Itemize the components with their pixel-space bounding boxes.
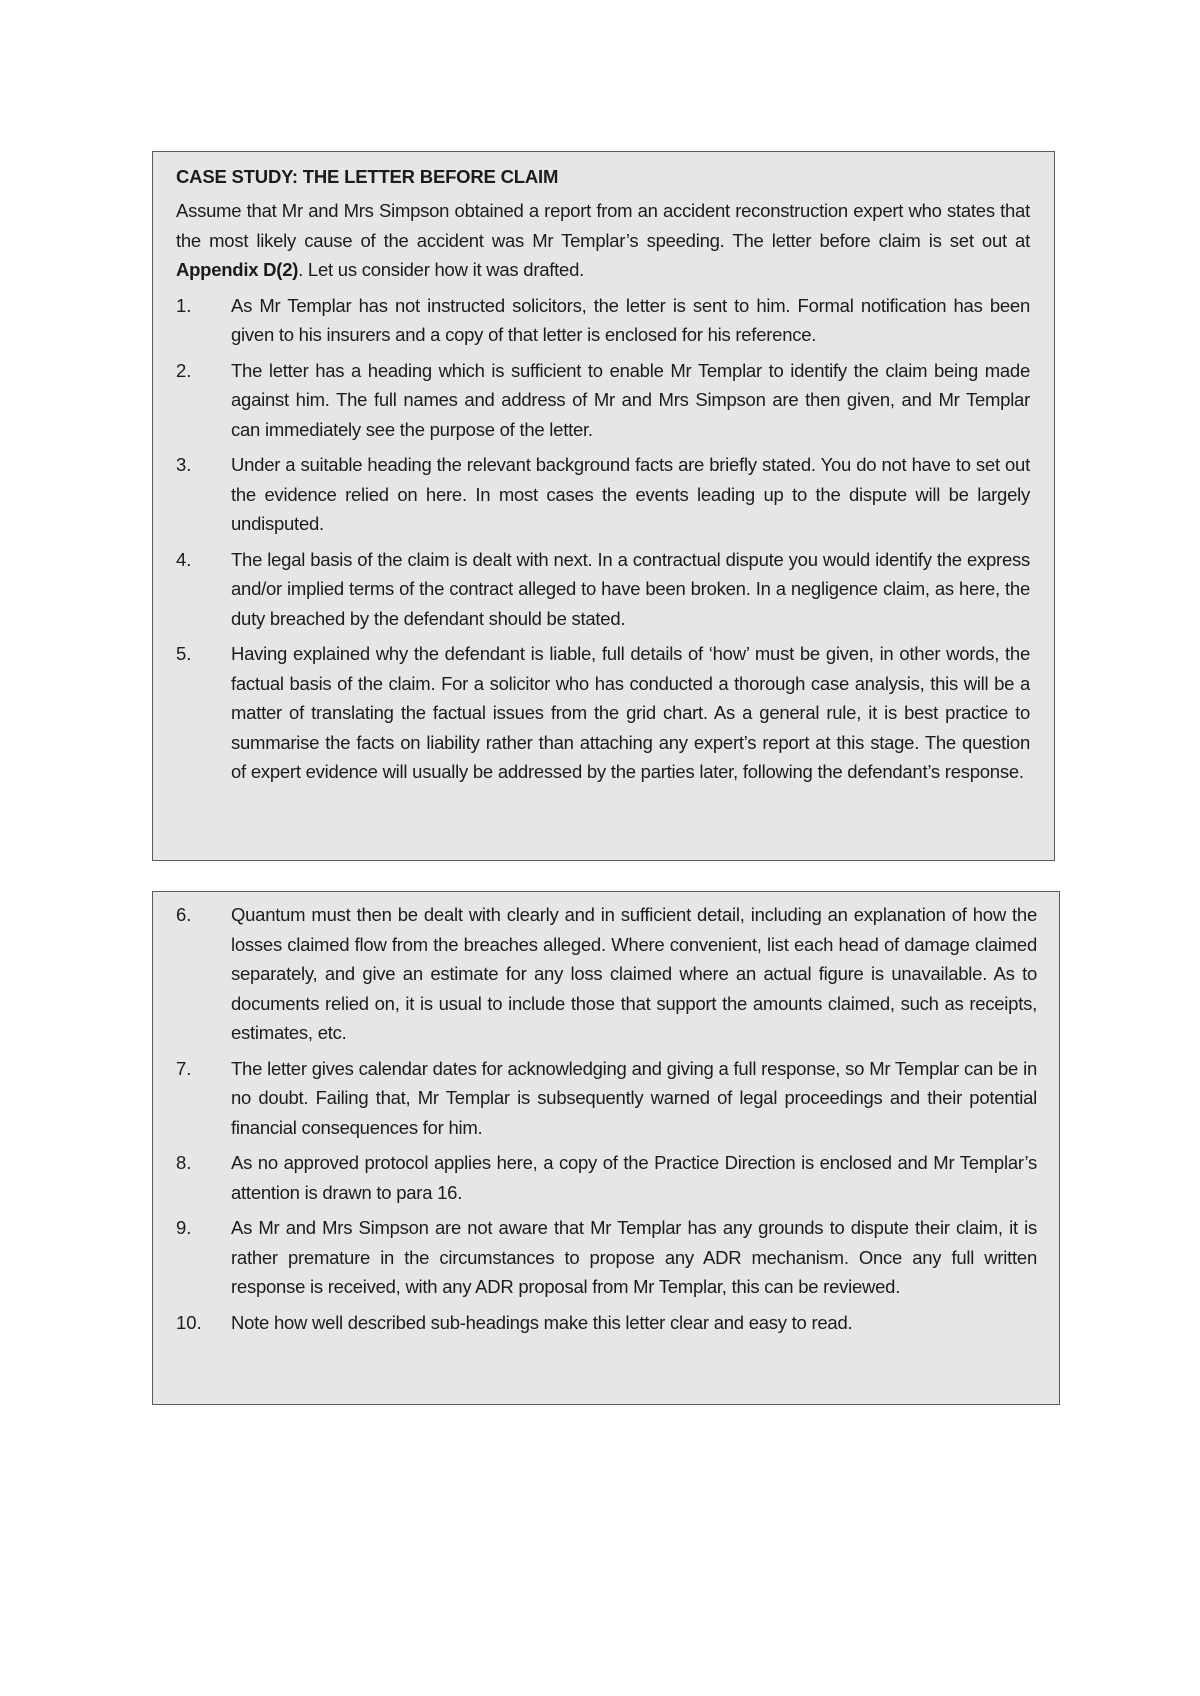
appendix-reference: Appendix D(2)	[176, 259, 299, 280]
list-item-number: 2.	[176, 359, 192, 381]
case-study-list-continued	[176, 900, 1037, 1337]
list-item-text: The letter gives calendar dates for acknowledging and giving a full response, so Mr Templar can be in no doubt. Failing that, Mr Templar is subsequently warned of legal proceedings and their potential financial consequences for him.	[231, 1057, 1037, 1138]
list-item-text: Under a suitable heading the relevant background facts are briefly stated. You do not have to set out the evidence relied on here. In most cases the events leading up to the dispute will be largely undisputed.	[231, 454, 1030, 534]
case-study-continuation-box	[152, 891, 1060, 1405]
intro-text: Assume that Mr and Mrs Simpson obtained a report from an accident reconstruction expert who states that the most likely cause of the accident was Mr Templar’s speeding. The letter before claim is set out at	[176, 200, 1030, 251]
list-item-text: The letter has a heading which is sufficient to enable Mr Templar to identify the claim being made against him. The full names and address of Mr and Mrs Simpson are then given, and Mr Templar can immediately see the purpose of the letter.	[231, 359, 1030, 440]
list-item-number: 4.	[176, 548, 192, 570]
list-item	[176, 545, 1030, 634]
list-item	[176, 1054, 1037, 1143]
list-item-text: As no approved protocol applies here, a copy of the Practice Direction is enclosed and Mr Templar’s attention is drawn to para 16.	[231, 1152, 1037, 1203]
list-item-text: The legal basis of the claim is dealt with next. In a contractual dispute you would identify the express and/or implied terms of the contract alleged to have been broken. In a negligence claim, as here, the duty breached by the defendant should be stated.	[231, 548, 1030, 629]
list-item	[176, 639, 1030, 787]
list-item-number: 1.	[176, 294, 192, 316]
intro-end: . Let us consider how it was drafted.	[298, 259, 585, 280]
case-study-title: CASE STUDY: THE LETTER BEFORE CLAIM	[176, 166, 559, 187]
list-item-number: 8.	[176, 1152, 192, 1173]
list-item	[176, 356, 1030, 445]
list-item-text: Note how well described sub-headings make this letter clear and easy to read.	[231, 1311, 853, 1333]
list-item-number: 7.	[176, 1057, 192, 1079]
list-item-text: As Mr and Mrs Simpson are not aware that Mr Templar has any grounds to dispute their claim, it is rather premature in the circumstances to propose any ADR mechanism. Once any full written response is received, with any ADR proposal from Mr Templar, this can be reviewed.	[231, 1217, 1037, 1297]
list-item-number: 9.	[176, 1217, 192, 1238]
list-item-number: 5.	[176, 643, 192, 664]
list-item-text: As Mr Templar has not instructed solicitors, the letter is sent to him. Formal notification has been given to his insurers and a copy of that letter is enclosed for his reference.	[231, 294, 1030, 345]
list-item-number: 10.	[176, 1311, 202, 1333]
list-item	[176, 1148, 1037, 1207]
list-item-text: Having explained why the defendant is liable, full details of ‘how’ must be given, in other words, the factual basis of the claim. For a solicitor who has conducted a thorough case analysis, this will be a matter of translating the factual issues from the grid chart. As a general rule, it is best practice to summarise the facts on liability rather than attaching any expert’s report at this stage. The question of expert evidence will usually be addressed by the parties later, following the defendant’s response.	[231, 643, 1030, 782]
list-item-number: 3.	[176, 454, 192, 475]
list-item	[176, 1213, 1037, 1302]
list-item	[176, 1308, 1037, 1338]
list-item	[176, 291, 1030, 350]
list-item-text: Quantum must then be dealt with clearly and in sufficient detail, including an explanation of how the losses claimed flow from the breaches alleged. Where convenient, list each head of damage claimed separately, and give an estimate for any loss claimed where an actual figure is unavailable. As to documents relied on, it is usual to include those that support the amounts claimed, such as receipts, estimates, etc.	[231, 904, 1037, 1043]
list-item	[176, 900, 1037, 1048]
list-item	[176, 450, 1030, 539]
case-study-intro	[176, 196, 1030, 285]
list-item-number: 6.	[176, 904, 192, 925]
case-study-list	[176, 291, 1030, 787]
case-study-box	[152, 151, 1055, 861]
